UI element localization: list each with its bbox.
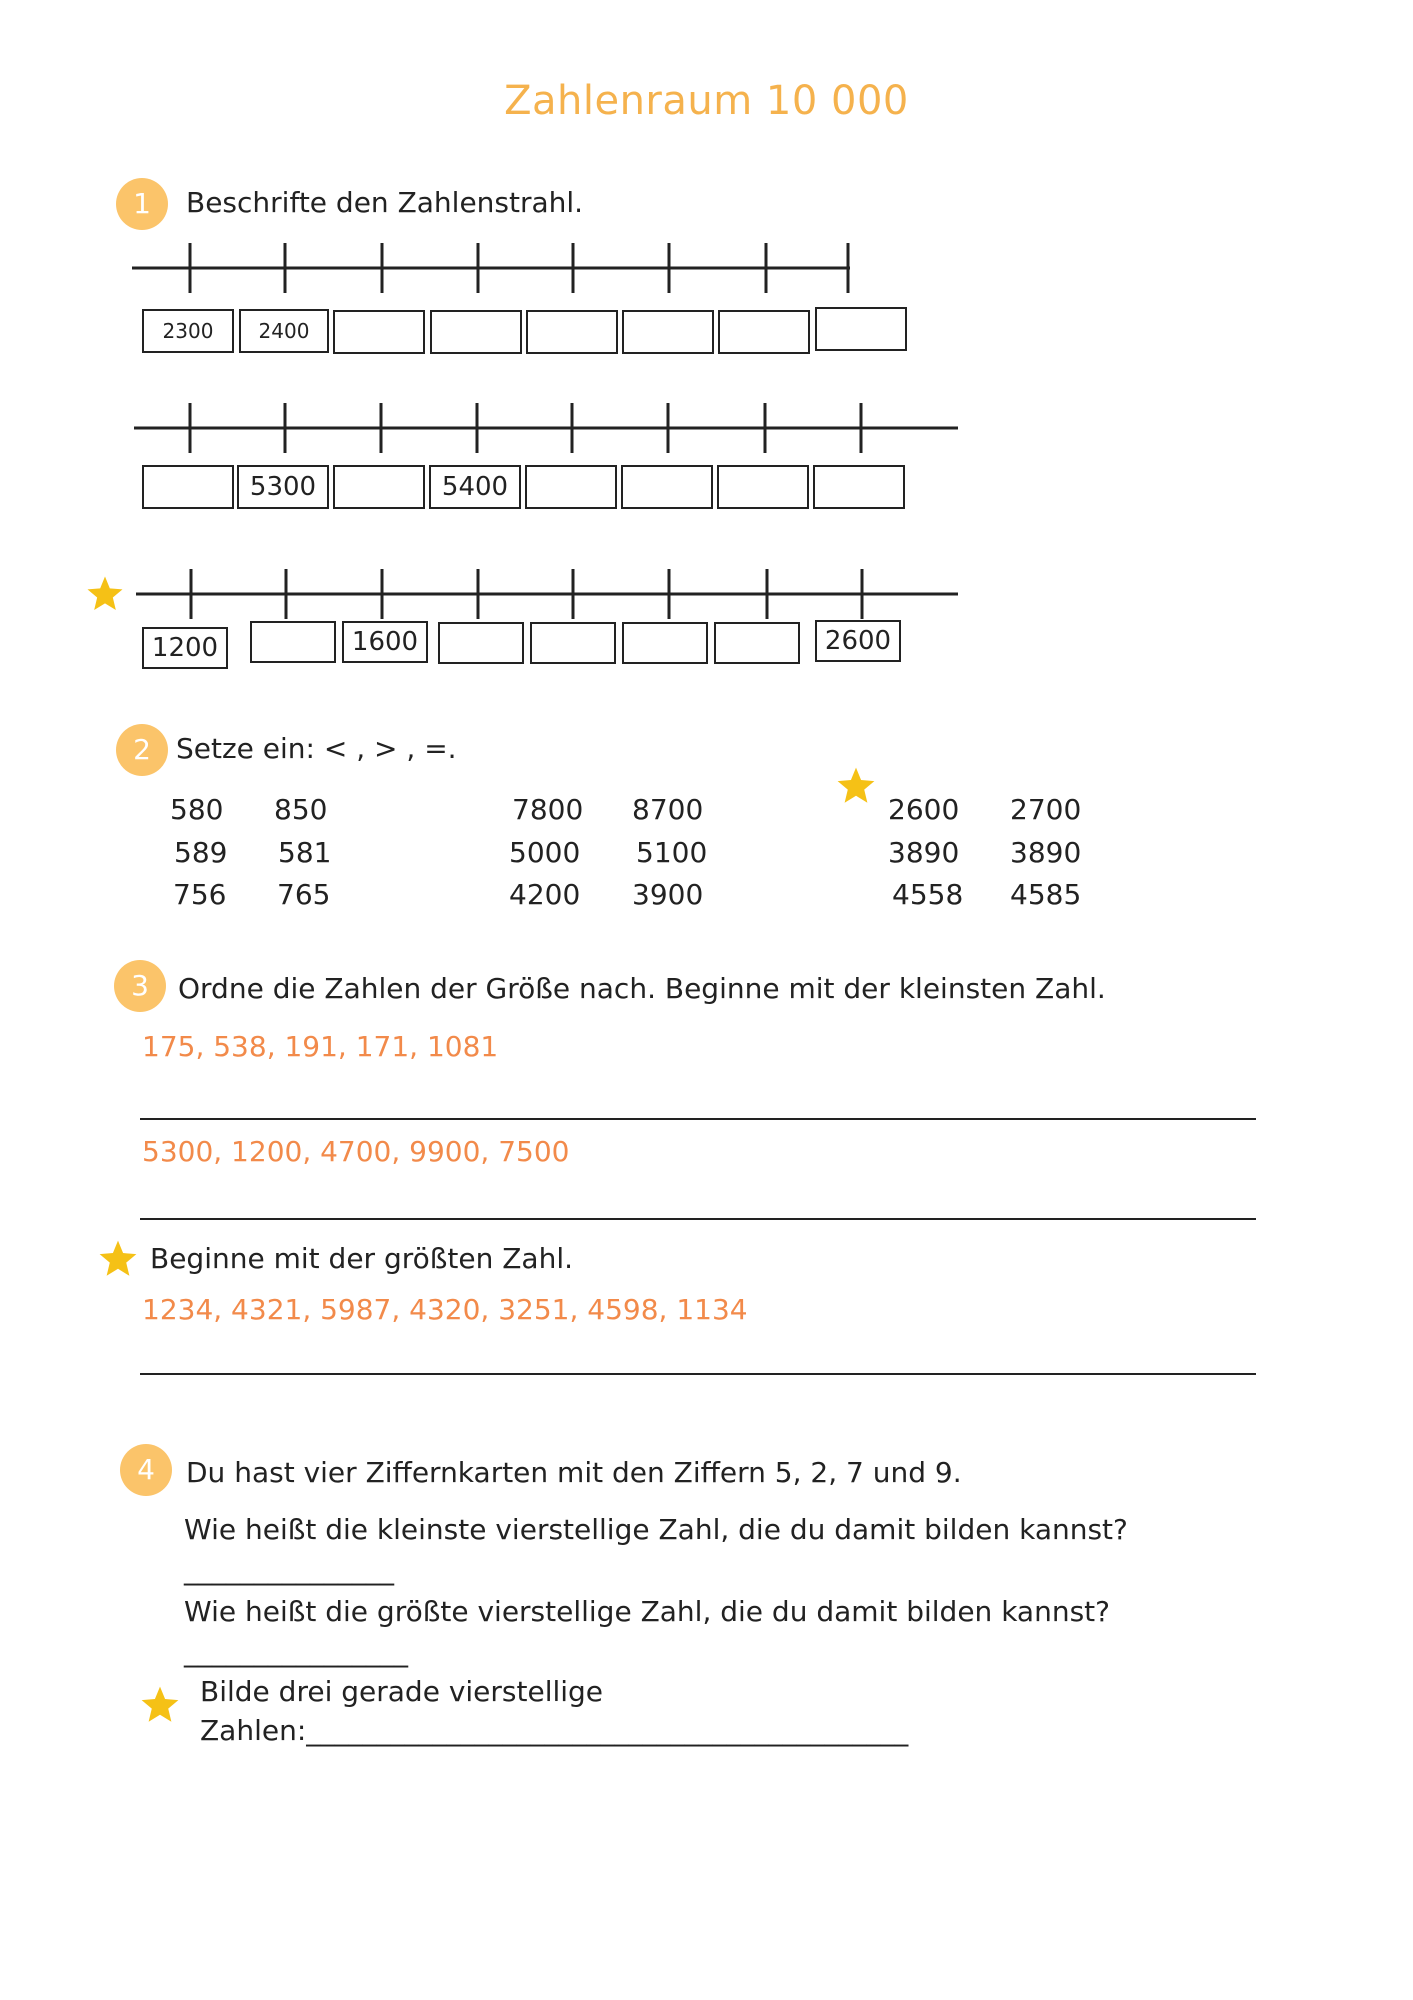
number-box[interactable] bbox=[622, 310, 714, 354]
task-2-badge: 2 bbox=[116, 724, 168, 776]
task-4-star-line-2[interactable]: Zahlen:___________________________________________ bbox=[200, 1714, 909, 1747]
number-list-1: 175, 538, 191, 171, 1081 bbox=[142, 1030, 499, 1063]
compare-right: 581 bbox=[278, 836, 332, 869]
answer-blank-1[interactable]: _______________ bbox=[184, 1553, 394, 1586]
number-box[interactable] bbox=[333, 310, 425, 354]
compare-right: 765 bbox=[277, 878, 331, 911]
star-icon bbox=[84, 574, 126, 614]
number-box[interactable]: 5400 bbox=[429, 465, 521, 509]
answer-blank-2[interactable]: ________________ bbox=[184, 1635, 408, 1668]
compare-left: 3890 bbox=[888, 836, 960, 869]
compare-left: 4200 bbox=[509, 878, 581, 911]
number-box[interactable] bbox=[525, 465, 617, 509]
compare-right: 3900 bbox=[632, 878, 704, 911]
task-2-instruction: Setze ein: < , > , =. bbox=[176, 732, 457, 765]
page-title: Zahlenraum 10 000 bbox=[504, 78, 909, 124]
answer-line-1[interactable] bbox=[140, 1118, 1256, 1120]
number-list-3: 1234, 4321, 5987, 4320, 3251, 4598, 1134 bbox=[142, 1293, 748, 1326]
number-box[interactable] bbox=[815, 307, 907, 351]
number-box[interactable] bbox=[438, 622, 524, 664]
task-4-instruction: Du hast vier Ziffernkarten mit den Ziffern 5, 2, 7 und 9. bbox=[186, 1456, 962, 1489]
task-3-badge: 3 bbox=[114, 960, 166, 1012]
number-box[interactable] bbox=[813, 465, 905, 509]
task-3-instruction: Ordne die Zahlen der Größe nach. Beginne mit der kleinsten Zahl. bbox=[178, 972, 1106, 1005]
task-4-badge: 4 bbox=[120, 1444, 172, 1496]
task-4-star-line-1: Bilde drei gerade vierstellige bbox=[200, 1675, 604, 1708]
compare-right: 4585 bbox=[1010, 878, 1082, 911]
number-box[interactable]: 2300 bbox=[142, 309, 234, 353]
compare-left: 756 bbox=[173, 878, 227, 911]
compare-left: 2600 bbox=[888, 793, 960, 826]
number-box[interactable] bbox=[250, 621, 336, 663]
number-box[interactable] bbox=[430, 310, 522, 354]
star-icon bbox=[834, 765, 878, 807]
compare-right: 850 bbox=[274, 793, 328, 826]
number-box[interactable] bbox=[622, 622, 708, 664]
star-icon bbox=[138, 1684, 182, 1726]
compare-right: 3890 bbox=[1010, 836, 1082, 869]
task-4-question-1: Wie heißt die kleinste vierstellige Zahl, die du damit bilden kannst? bbox=[184, 1513, 1128, 1546]
number-box[interactable] bbox=[526, 310, 618, 354]
compare-right: 8700 bbox=[632, 793, 704, 826]
number-box[interactable] bbox=[621, 465, 713, 509]
number-box[interactable] bbox=[717, 465, 809, 509]
number-box[interactable]: 2400 bbox=[239, 309, 329, 353]
compare-left: 7800 bbox=[512, 793, 584, 826]
task-4-question-2: Wie heißt die größte vierstellige Zahl, die du damit bilden kannst? bbox=[184, 1595, 1110, 1628]
compare-right: 5100 bbox=[636, 836, 708, 869]
number-box[interactable] bbox=[530, 622, 616, 664]
task-3-star-instruction: Beginne mit der größten Zahl. bbox=[150, 1242, 574, 1275]
answer-line-2[interactable] bbox=[140, 1218, 1256, 1220]
compare-left: 5000 bbox=[509, 836, 581, 869]
compare-left: 589 bbox=[174, 836, 228, 869]
number-box[interactable] bbox=[714, 622, 800, 664]
number-box[interactable]: 5300 bbox=[237, 465, 329, 509]
compare-left: 580 bbox=[170, 793, 224, 826]
number-box[interactable] bbox=[142, 465, 234, 509]
number-line-2 bbox=[134, 403, 958, 453]
answer-line-3[interactable] bbox=[140, 1373, 1256, 1375]
number-line-3 bbox=[136, 569, 958, 619]
star-icon bbox=[96, 1238, 140, 1280]
number-box[interactable]: 1600 bbox=[342, 621, 428, 663]
task-1-badge: 1 bbox=[116, 178, 168, 230]
number-list-2: 5300, 1200, 4700, 9900, 7500 bbox=[142, 1135, 570, 1168]
number-box[interactable] bbox=[718, 310, 810, 354]
compare-left: 4558 bbox=[892, 878, 964, 911]
compare-right: 2700 bbox=[1010, 793, 1082, 826]
number-box[interactable]: 2600 bbox=[815, 620, 901, 662]
number-line-1 bbox=[132, 243, 850, 293]
task-1-instruction: Beschrifte den Zahlenstrahl. bbox=[186, 186, 584, 219]
number-box[interactable]: 1200 bbox=[142, 627, 228, 669]
number-box[interactable] bbox=[333, 465, 425, 509]
